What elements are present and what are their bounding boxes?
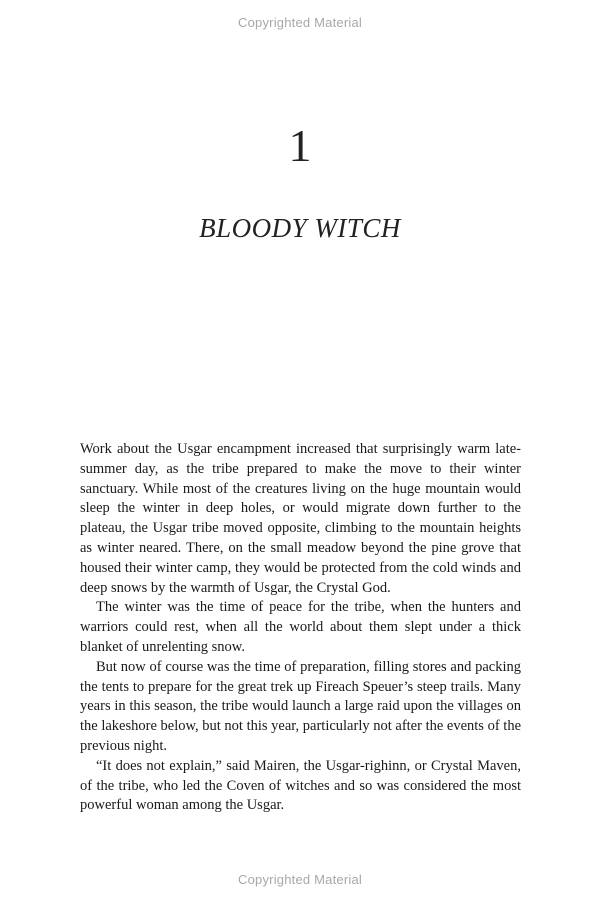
paragraph: “It does not explain,” said Mairen, the Usgar-righinn, or Crystal Maven, of the tribe, who led the Coven of witches and so was considered the most powerful woman among the Usgar. xyxy=(80,757,521,814)
chapter-body xyxy=(80,440,521,816)
paragraph: But now of course was the time of preparation, filling stores and packing the tents to prepare for the great trek up Fireach Speuer’s steep trails. Many years in this season, the tribe would launch a large raid upon the villages on the lakeshore below, but not this year, particularly not after the events of the previous night. xyxy=(80,658,521,754)
copyright-watermark-bottom: Copyrighted Material xyxy=(238,872,362,887)
chapter-number: 1 xyxy=(288,120,312,171)
chapter-title: BLOODY WITCH xyxy=(199,213,401,243)
paragraph: The winter was the time of peace for the tribe, when the hunters and warriors could rest, when all the world about them slept under a thick blanket of unrelenting snow. xyxy=(80,599,521,655)
copyright-watermark-top: Copyrighted Material xyxy=(238,15,362,30)
paragraph: Work about the Usgar encampment increased that surprisingly warm late-summer day, as the tribe prepared to make the move to their winter sanctuary. While most of the creatures living on the huge mountain would sleep the winter in deep holes, or would migrate down further to the plateau, the Usgar tribe moved opposite, climbing to the mountain heights as winter neared. There, on the small meadow beyond the pine grove that housed their winter camp, they would be protected from the cold winds and deep snows by the warmth of Usgar, the Crystal God. xyxy=(80,441,521,596)
